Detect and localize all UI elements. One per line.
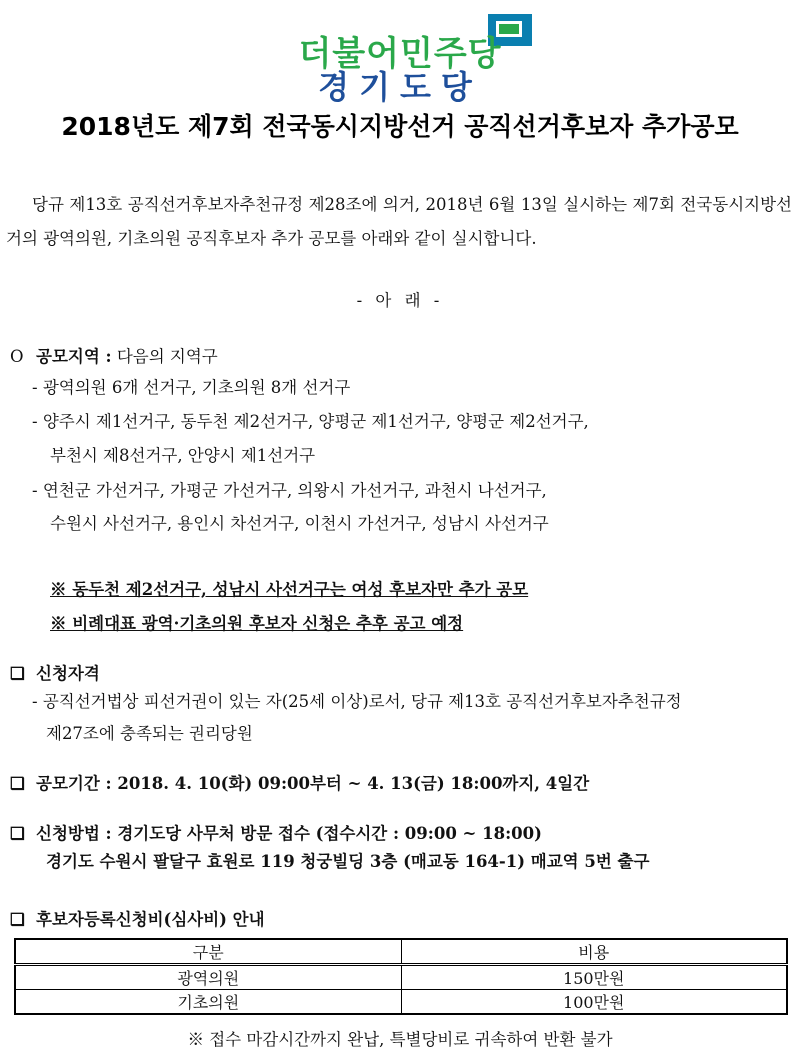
table-cell: 150만원 [401, 965, 787, 990]
checkbox-bullet-icon: ❑ [10, 910, 25, 929]
qualification-label: 신청자격 [36, 664, 100, 683]
table-row [15, 965, 787, 990]
method-label: 신청방법 : [36, 824, 112, 843]
checkbox-bullet-icon: ❑ [10, 824, 25, 843]
footnote: ※ 접수 마감시간까지 완납, 특별당비로 귀속하여 반환 불가 [187, 1030, 613, 1049]
region-label: 공모지역 : [36, 347, 112, 366]
table-cell: 광역의원 [15, 965, 401, 990]
section-divider-label: - 아 래 - [356, 291, 444, 310]
region-value: 다음의 지역구 [116, 347, 218, 366]
logo-region-name: 경기도당 [318, 68, 482, 106]
page-title: 2018년도 제7회 전국동시지방선거 공직선거후보자 추가공모 [61, 112, 739, 141]
region-line: - 광역의원 6개 선거구, 기초의원 8개 선거구 [32, 378, 351, 397]
note-proportional: ※ 비례대표 광역·기초의원 후보자 신청은 추후 공고 예정 [50, 614, 464, 633]
table-row [15, 990, 787, 1015]
qualification-line: 제27조에 충족되는 권리당원 [46, 724, 253, 743]
table-header-cell: 구분 [15, 939, 401, 965]
method-address: 경기도 수원시 팔달구 효원로 119 청궁빌딩 3층 (매교동 164-1) 매교역 5번 출구 [46, 852, 650, 871]
qualification-heading [10, 660, 100, 684]
qualification-line: - 공직선거법상 피선거권이 있는 자(25세 이상)로서, 당규 제13호 공직선거후보자추천규정 [32, 692, 682, 711]
table-cell: 100만원 [401, 990, 787, 1015]
fee-table [14, 938, 788, 1015]
circle-bullet-icon: O [10, 347, 24, 366]
method-row [10, 820, 542, 844]
party-logo [0, 6, 800, 106]
logo-party-name: 더불어민주당 [298, 34, 502, 74]
note-women-only: ※ 동두천 제2선거구, 성남시 사선거구는 여성 후보자만 추가 공모 [50, 580, 529, 599]
period-value: 2018. 4. 10(화) 09:00부터 ~ 4. 13(금) 18:00까지, 4일간 [117, 774, 590, 793]
table-cell: 기초의원 [15, 990, 401, 1015]
period-row [10, 770, 589, 794]
region-line: - 연천군 가선거구, 가평군 가선거구, 의왕시 가선거구, 과천시 나선거구, [32, 481, 547, 500]
table-header-row [15, 939, 787, 965]
fee-label: 후보자등록신청비(심사비) 안내 [36, 910, 265, 929]
period-label: 공모기간 : [36, 774, 112, 793]
table-header-cell: 비용 [401, 939, 787, 965]
region-line: 수원시 사선거구, 용인시 차선거구, 이천시 가선거구, 성남시 사선거구 [50, 514, 549, 533]
checkbox-bullet-icon: ❑ [10, 774, 25, 793]
fee-heading [10, 906, 265, 930]
method-value: 경기도당 사무처 방문 접수 (접수시간 : 09:00 ~ 18:00) [117, 824, 542, 843]
intro-paragraph: 당규 제13호 공직선거후보자추천규정 제28조에 의거, 2018년 6월 13일 실시하는 제7회 전국동시지방선거의 광역의원, 기초의원 공직후보자 추가 공모를 아래와 같이 실시합니다. [6, 195, 792, 248]
region-line: 부천시 제8선거구, 안양시 제1선거구 [50, 446, 316, 465]
checkbox-bullet-icon: ❑ [10, 664, 25, 683]
region-line: - 양주시 제1선거구, 동두천 제2선거구, 양평군 제1선거구, 양평군 제2선거구, [32, 412, 589, 431]
region-heading [10, 343, 218, 367]
